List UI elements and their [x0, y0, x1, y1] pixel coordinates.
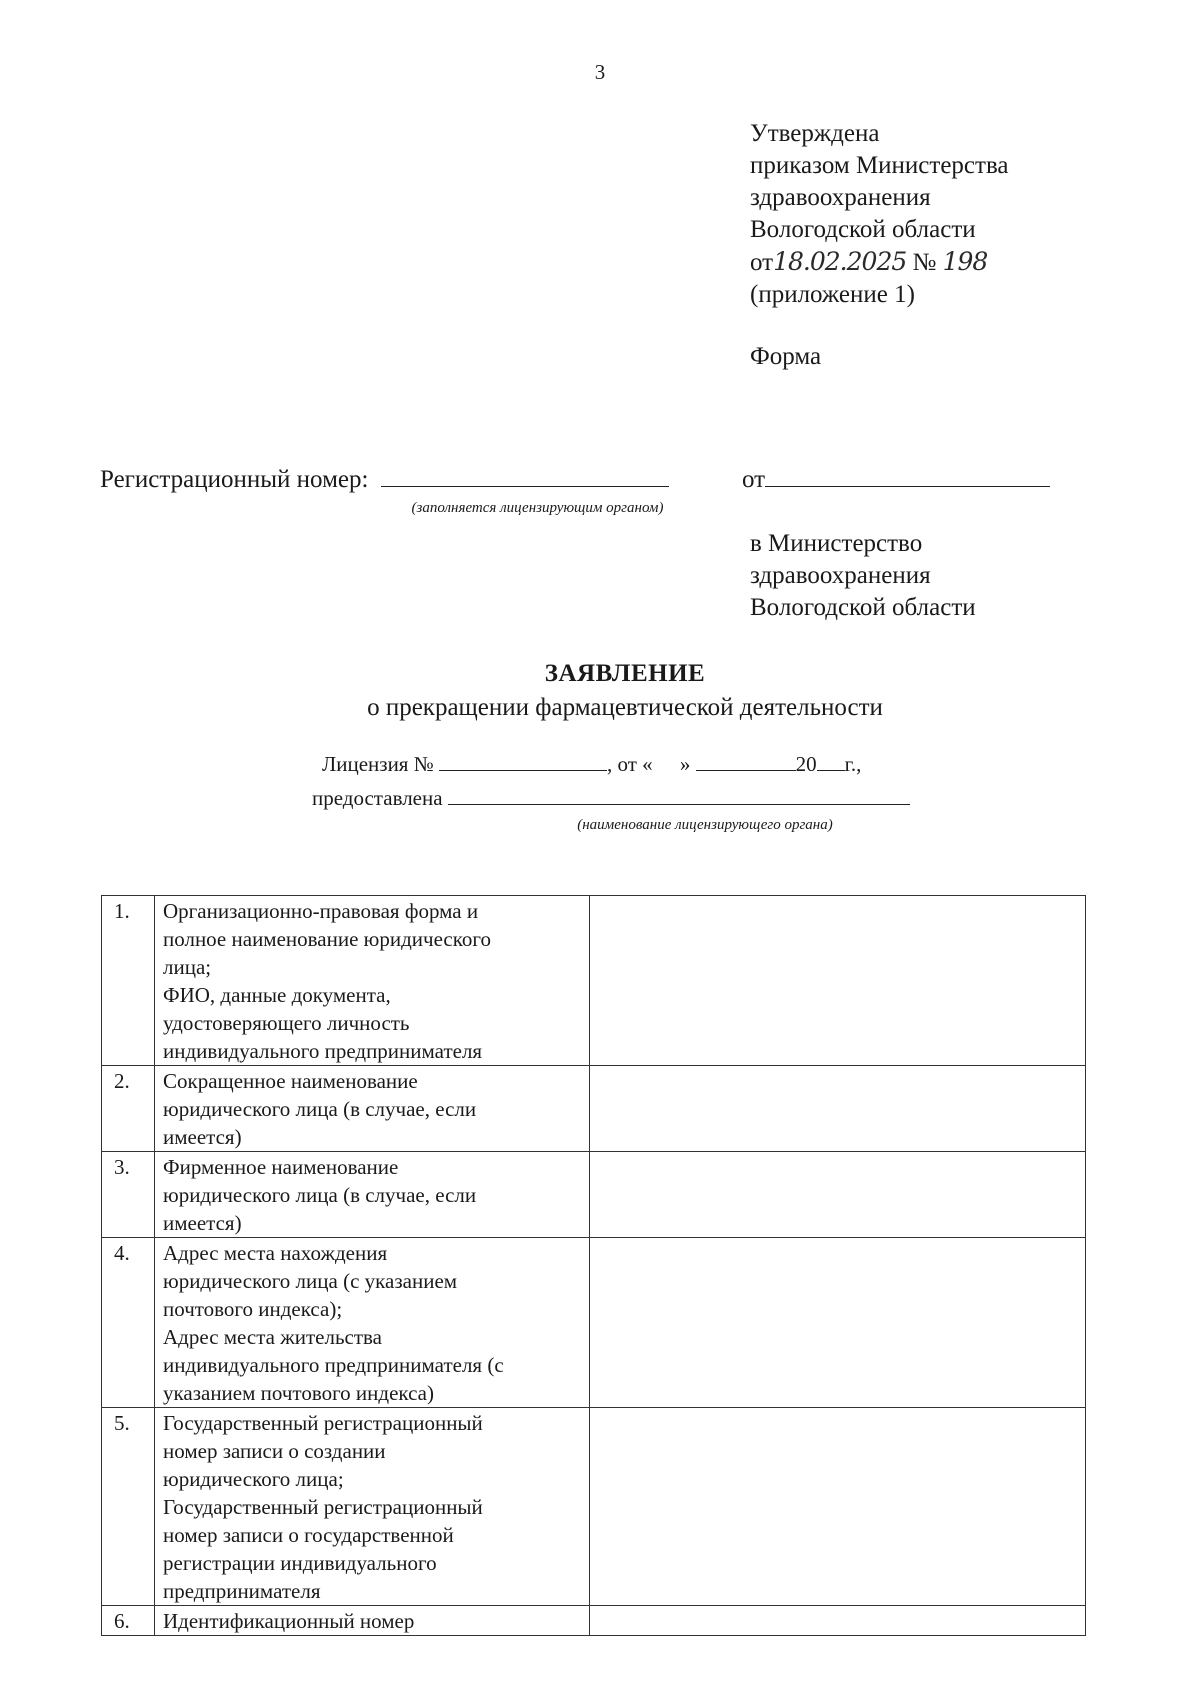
row-label-line: номер записи о государственной [163, 1523, 454, 1547]
row-value-field[interactable] [590, 1152, 1086, 1238]
page-number: 3 [594, 60, 606, 84]
row-label-line: индивидуального предпринимателя [163, 1039, 483, 1063]
row-label [155, 896, 590, 1066]
license-date-close: » [679, 752, 691, 776]
approval-block [750, 118, 1009, 373]
license-date-open: , от « [607, 752, 653, 776]
application-table [101, 895, 1086, 1636]
approval-line-2: приказом Министерства [750, 152, 1009, 179]
table-row [102, 896, 1086, 1066]
row-number: 2. [102, 1066, 155, 1152]
row-label-line: удостоверяющего личность [163, 1011, 410, 1035]
row-value-field[interactable] [590, 1066, 1086, 1152]
row-label-line: Идентификационный номер [163, 1609, 415, 1633]
registration-date-row [742, 464, 1050, 494]
license-row [322, 752, 861, 777]
license-day-field[interactable] [658, 753, 680, 771]
row-number: 5. [102, 1408, 155, 1606]
approval-line-3: здравоохранения [750, 184, 931, 211]
addressee-line-1: в Министерство [750, 530, 923, 557]
row-label-line: Государственный регистрационный [163, 1495, 483, 1519]
row-value-field[interactable] [590, 1606, 1086, 1636]
row-label-line: Адрес места нахождения [163, 1241, 388, 1265]
granted-authority-field[interactable] [448, 786, 910, 805]
row-label-line: Фирменное наименование [163, 1155, 399, 1179]
registration-date-label: от [742, 466, 766, 493]
row-label [155, 1066, 590, 1152]
document-title: ЗАЯВЛЕНИЕ [544, 660, 706, 687]
approval-appendix: (приложение 1) [750, 281, 915, 308]
approval-date-prefix: от [750, 249, 774, 276]
row-label-line: почтового индекса); [163, 1297, 343, 1321]
approval-line-1: Утверждена [750, 120, 880, 147]
row-label-line: юридического лица (в случае, если [163, 1183, 477, 1207]
registration-number-note: (заполняется лицензирующим органом) [411, 500, 664, 516]
addressee-line-3: Вологодской области [750, 594, 976, 621]
approval-date-handwritten: 18.02.2025 [773, 247, 907, 276]
row-number: 3. [102, 1152, 155, 1238]
row-number: 6. [102, 1606, 155, 1636]
row-value-field[interactable] [590, 1238, 1086, 1408]
table-row [102, 1408, 1086, 1606]
table-row [102, 1152, 1086, 1238]
registration-number-label: Регистрационный номер: [100, 466, 369, 493]
document-subtitle: о прекращении фармацевтической деятельности [367, 694, 883, 721]
registration-number-field[interactable] [381, 464, 669, 487]
row-label [155, 1238, 590, 1408]
approval-number-prefix: № [912, 249, 937, 276]
row-label-line: регистрации индивидуального [163, 1551, 437, 1575]
row-value-field[interactable] [590, 896, 1086, 1066]
license-number-field[interactable] [439, 752, 607, 771]
registration-number-row [100, 464, 669, 494]
granted-label: предоставлена [312, 786, 443, 810]
application-table-body [102, 896, 1086, 1636]
row-label-line: предпринимателя [163, 1579, 321, 1603]
row-label [155, 1152, 590, 1238]
license-year-prefix: 20 [795, 752, 817, 776]
row-label-line: Организационно-правовая форма и [163, 899, 479, 923]
license-year-field[interactable] [817, 752, 845, 771]
row-label-line: юридического лица; [163, 1467, 344, 1491]
approval-line-4: Вологодской области [750, 216, 976, 243]
row-label-line: номер записи о создании [163, 1439, 386, 1463]
row-number: 1. [102, 896, 155, 1066]
row-number: 4. [102, 1238, 155, 1408]
row-label [155, 1606, 590, 1636]
row-value-field[interactable] [590, 1408, 1086, 1606]
row-label-line: Государственный регистрационный [163, 1411, 483, 1435]
row-label-line: имеется) [163, 1211, 242, 1235]
row-label-line: полное наименование юридического [163, 927, 491, 951]
approval-number-handwritten: 198 [942, 247, 988, 276]
registration-date-field[interactable] [765, 464, 1050, 487]
license-month-field[interactable] [696, 752, 796, 771]
addressee-line-2: здравоохранения [750, 562, 931, 589]
row-label [155, 1408, 590, 1606]
table-row [102, 1238, 1086, 1408]
granted-row [312, 786, 910, 811]
row-label-line: юридического лица (в случае, если [163, 1097, 477, 1121]
row-label-line: юридического лица (с указанием [163, 1269, 458, 1293]
table-row [102, 1066, 1086, 1152]
license-number-label: Лицензия № [322, 752, 434, 776]
form-label: Форма [750, 343, 822, 370]
addressee-block [750, 528, 976, 624]
row-label-line: индивидуального предпринимателя (с [163, 1353, 504, 1377]
row-label-line: ФИО, данные документа, [163, 983, 391, 1007]
row-label-line: Адрес места жительства [163, 1325, 382, 1349]
license-year-suffix: г., [844, 752, 862, 776]
row-label-line: Сокращенное наименование [163, 1069, 418, 1093]
row-label-line: имеется) [163, 1125, 242, 1149]
table-row [102, 1606, 1086, 1636]
row-label-line: лица; [163, 955, 212, 979]
approval-date-line [750, 246, 1009, 279]
granted-note: (наименование лицензирующего органа) [577, 817, 833, 833]
row-label-line: указанием почтового индекса) [163, 1381, 434, 1405]
